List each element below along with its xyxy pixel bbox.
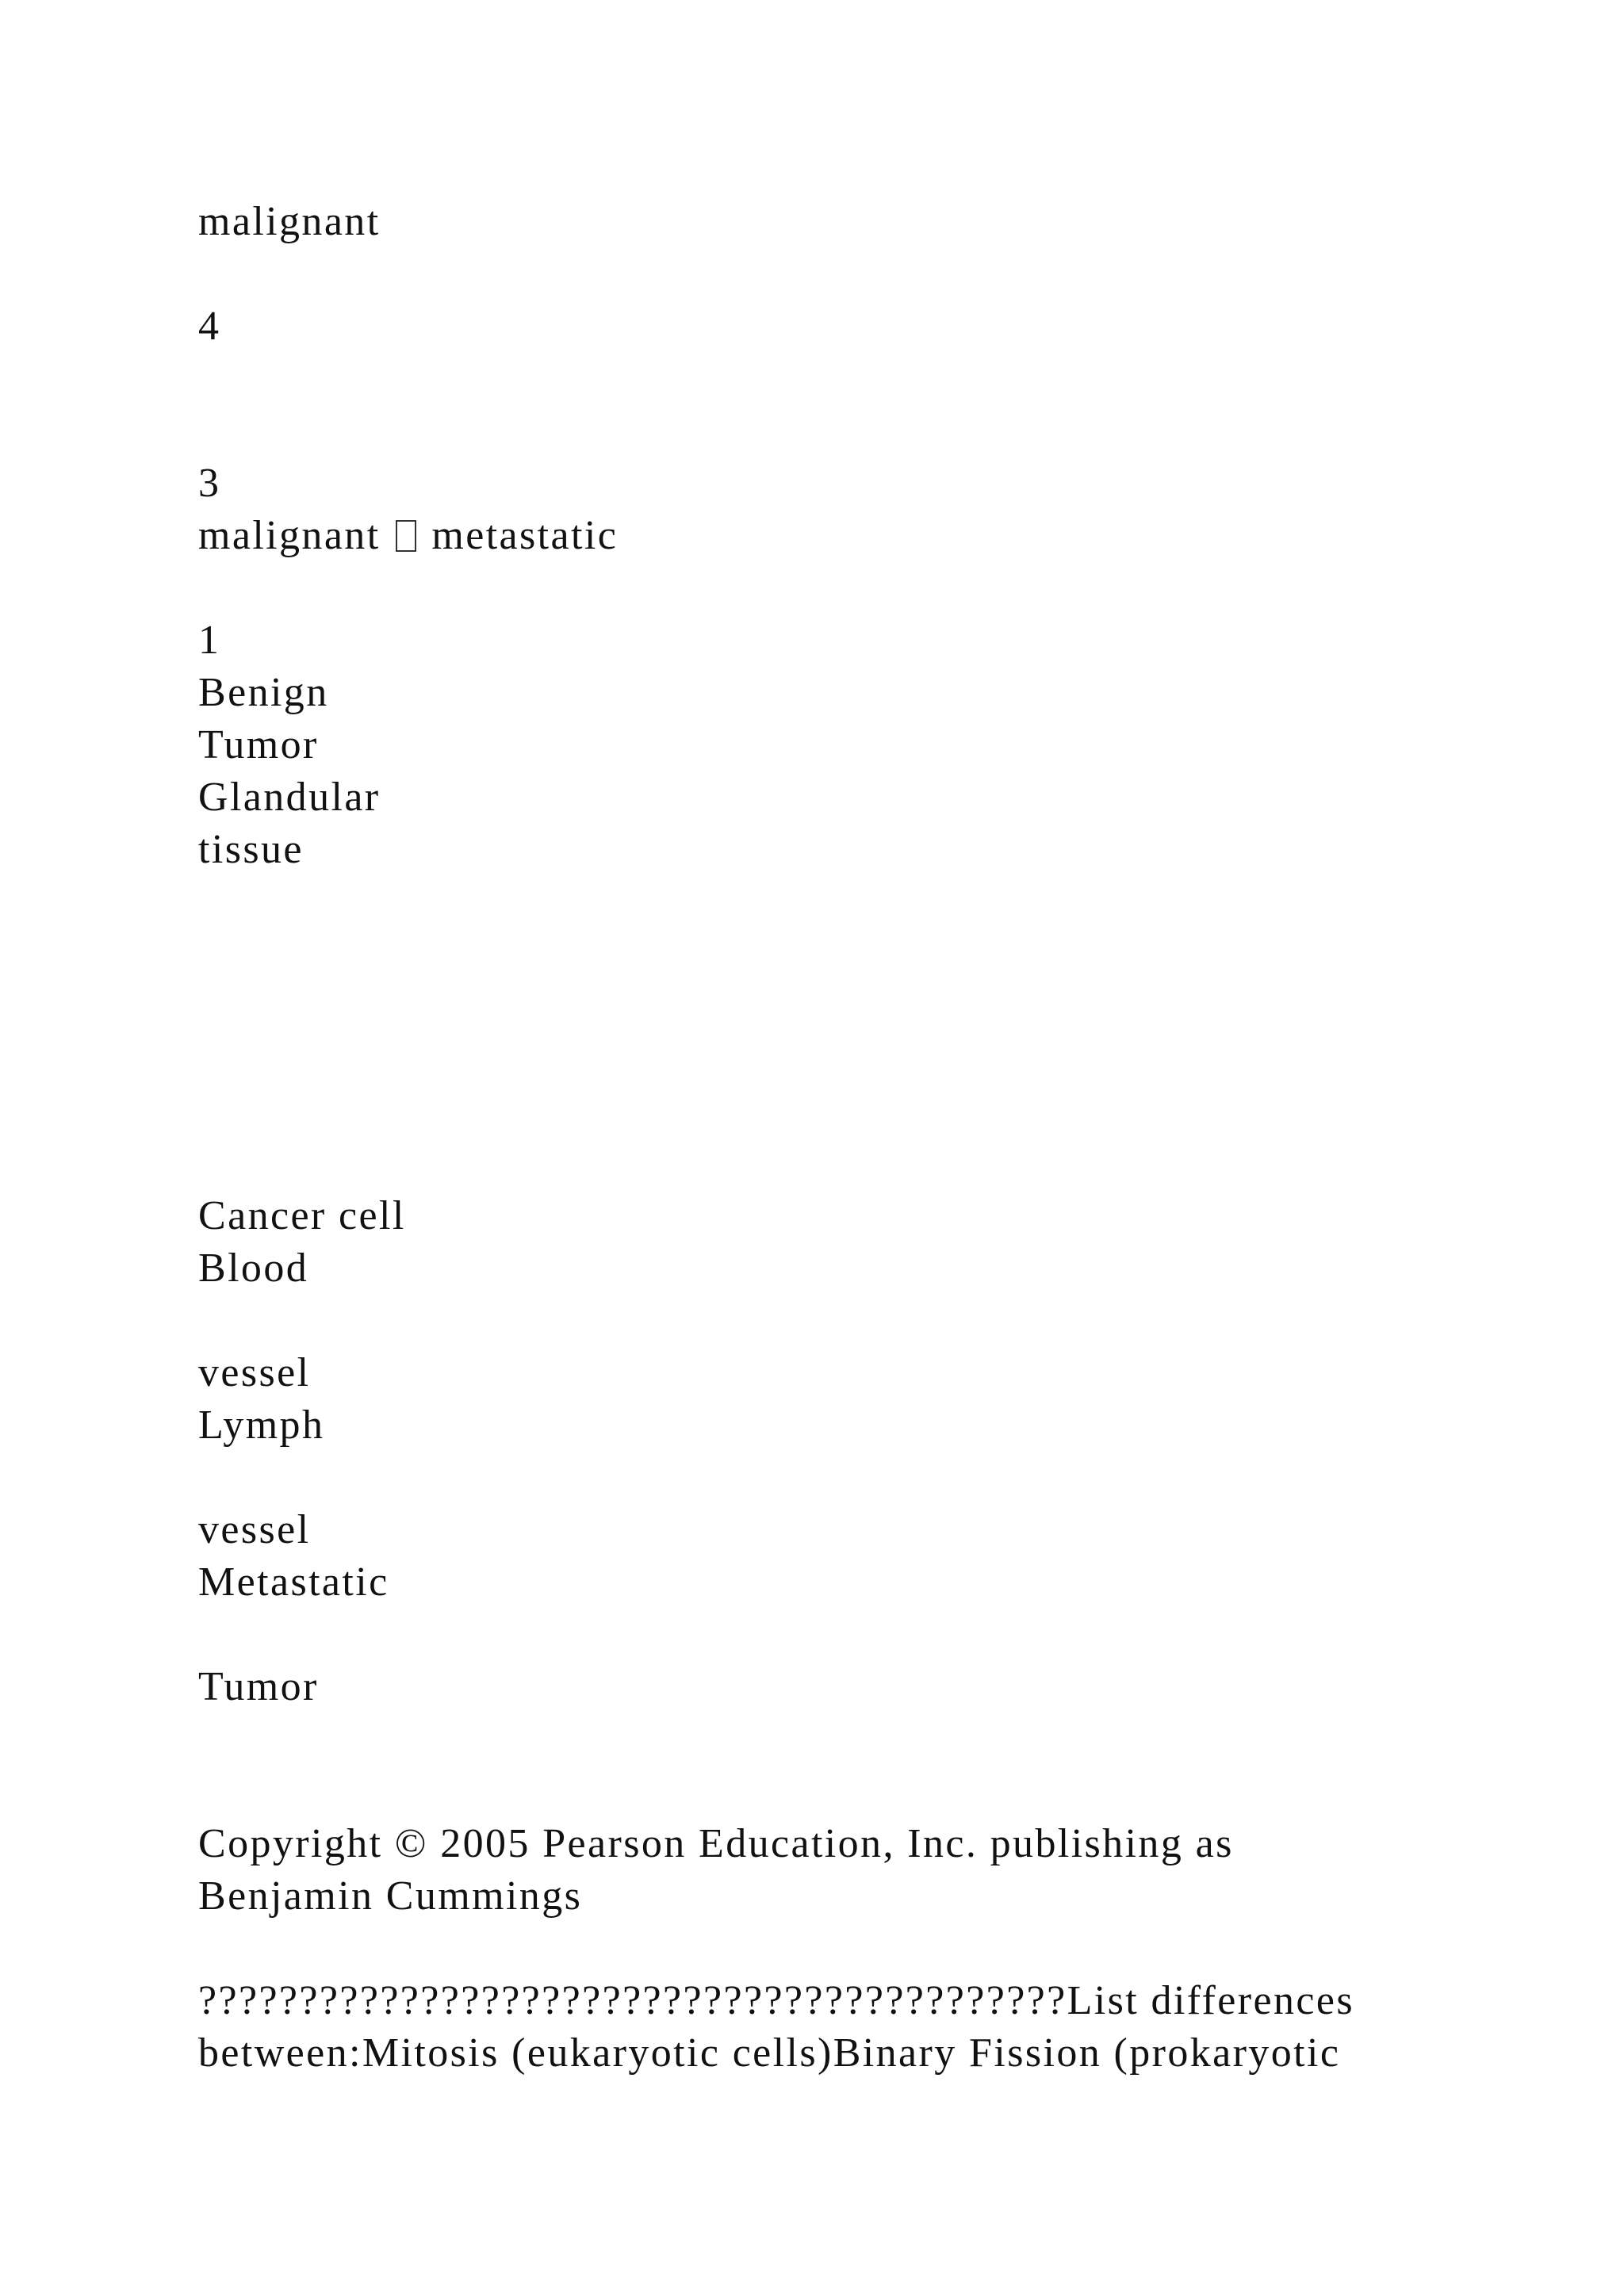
label-metastatic-text: metastatic (431, 513, 619, 558)
label-malignant-text: malignant (198, 513, 381, 558)
label-stage-4: 4 (198, 304, 221, 349)
label-tissue: tissue (198, 827, 304, 872)
label-metastatic: Metastatic (198, 1559, 389, 1605)
label-blood: Blood (198, 1246, 309, 1291)
label-stage-3: 3 (198, 461, 221, 506)
question-line-2: between:Mitosis (eukaryotic cells)Binary Fission (prokaryotic (198, 2030, 1341, 2076)
label-metastatic-tumor: Tumor (198, 1664, 319, 1709)
label-malignant-to-metastatic (198, 510, 618, 562)
label-benign: Benign (198, 670, 329, 715)
label-tumor: Tumor (198, 722, 319, 767)
label-cancer-cell: Cancer cell (198, 1193, 406, 1238)
label-blood-vessel: vessel (198, 1350, 311, 1395)
label-lymph: Lymph (198, 1402, 325, 1448)
question-line-1: ???????????????????????????????????????????List differences (198, 1978, 1354, 2023)
copyright-line-1: Copyright © 2005 Pearson Education, Inc. publishing as (198, 1821, 1234, 1866)
label-stage-1: 1 (198, 618, 221, 663)
missing-glyph-box-icon (396, 520, 416, 552)
label-malignant: malignant (198, 199, 381, 244)
label-glandular: Glandular (198, 775, 381, 820)
copyright-line-2: Benjamin Cummings (198, 1873, 583, 1919)
label-lymph-vessel: vessel (198, 1507, 311, 1552)
